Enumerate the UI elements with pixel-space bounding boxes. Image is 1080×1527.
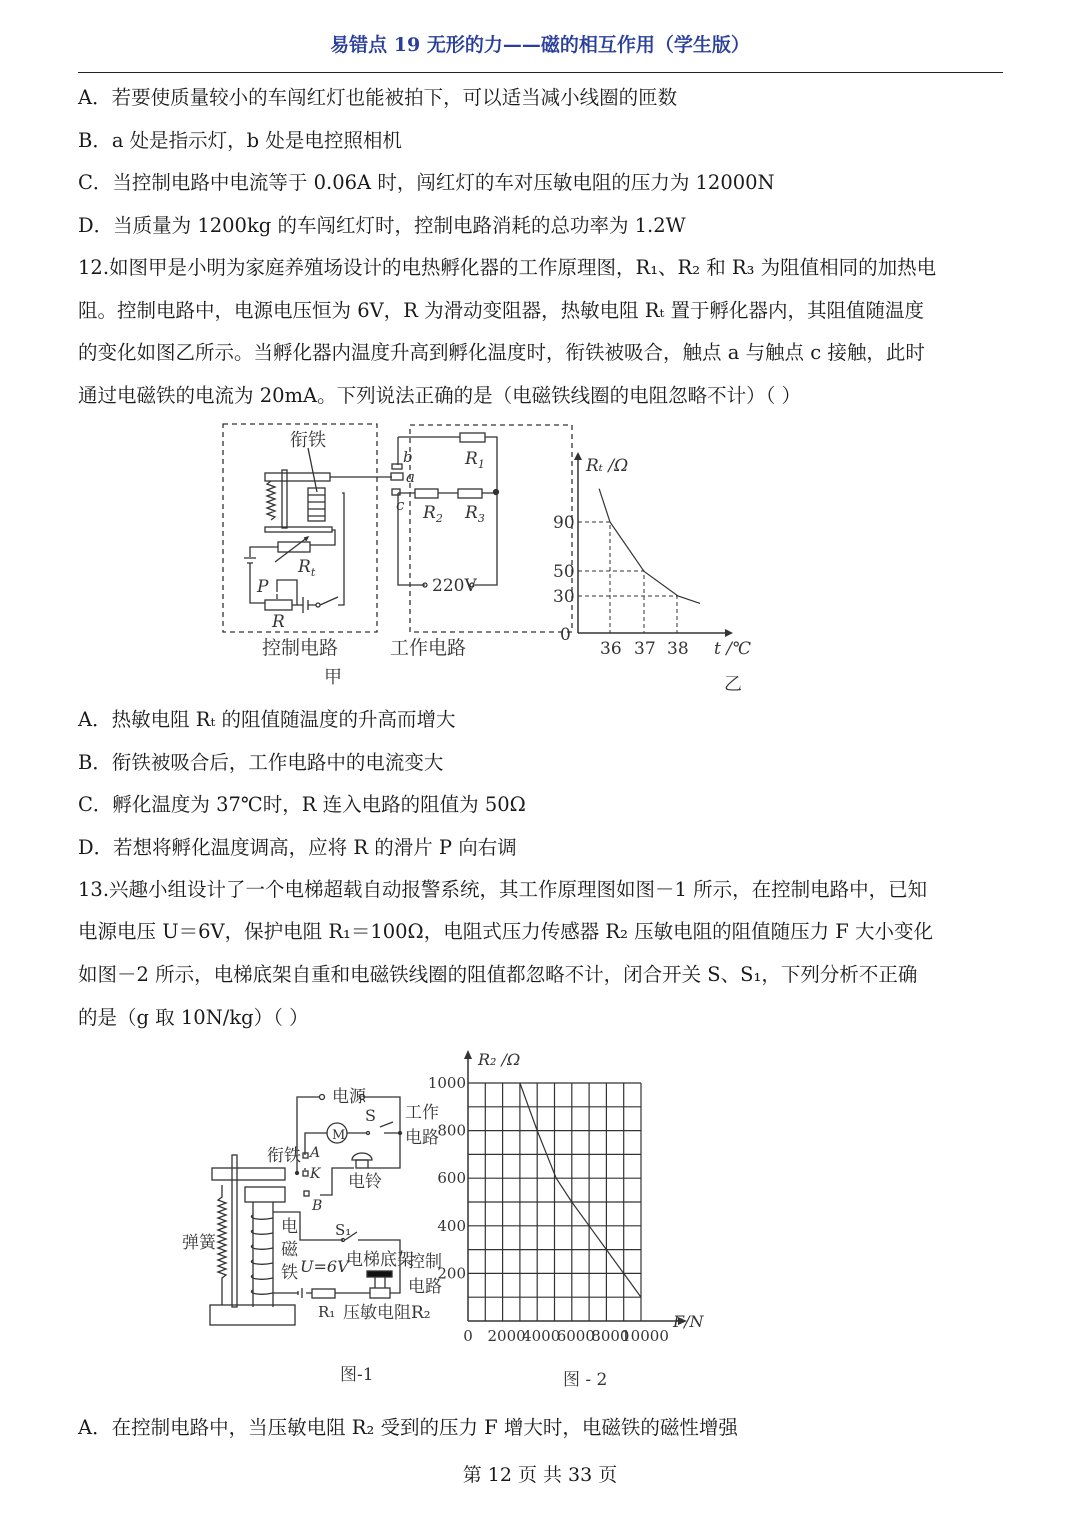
rt-label: $R_t$ (298, 557, 316, 579)
q12-text-line: 通过电磁铁的电流为 20mA。下列说法正确的是（电磁铁线圈的电阻忽略不计）（ ） (78, 384, 802, 407)
motor-label: M (332, 1128, 346, 1143)
figure2-curve (520, 1083, 641, 1297)
q13-text-line: 13.兴趣小组设计了一个电梯超载自动报警系统，其工作原理图如图－1 所示，在控制电路中，已知 (78, 878, 928, 901)
contact-b-label: B (312, 1198, 323, 1214)
power-label: 电源 (332, 1087, 366, 1107)
caption-yi: 乙 (724, 674, 742, 695)
fig2-ytick: 200 (437, 1264, 466, 1283)
rheostat-r (265, 600, 292, 610)
q13-text-line: 电源电压 U＝6V，保护电阻 R₁＝100Ω，电阻式压力传感器 R₂ 压敏电阻的阻值随压力 F 大小变化 (78, 920, 934, 943)
control-label-2: 电路 (408, 1277, 442, 1297)
spring-icon (267, 481, 275, 520)
yi-ylabel: Rₜ /Ω (586, 456, 629, 476)
fig2-xtick: 0 (463, 1327, 473, 1345)
q13-text-line: 如图－2 所示，电梯底架自重和电磁铁线圈的阻值都忽略不计，闭合开关 S、S₁，下列分析不正确 (78, 963, 918, 986)
q12-option-b: B．衔铁被吸合后，工作电路中的电流变大 (78, 751, 444, 774)
fig2-xtick: 4000 (522, 1327, 561, 1345)
r1-label: R₁ (318, 1303, 336, 1321)
switch-s-label: S (365, 1106, 376, 1125)
bell-icon (352, 1153, 372, 1160)
figure2-grid (468, 1083, 641, 1321)
q12-text-line: 阻。控制电路中，电源电压恒为 6V，R 为滑动变阻器，热敏电阻 Rₜ 置于孵化器内，其阻值随温度 (78, 299, 924, 322)
elevator-platform (367, 1271, 392, 1277)
rheostat-label: R (272, 612, 285, 632)
fig2-ytick: 1000 (427, 1074, 466, 1092)
resistor-r3 (458, 489, 482, 498)
voltage-label: 220V (432, 576, 477, 596)
fig2-ytick: 400 (437, 1216, 466, 1235)
work-circuit-label: 工作电路 (390, 637, 467, 659)
yi-origin: 0 (560, 625, 571, 645)
fig2-ylabel: R₂ /Ω (478, 1050, 521, 1069)
pressure-resistor-r2 (370, 1288, 390, 1298)
q11-option-c: C．当控制电路中电流等于 0.06A 时，闯红灯的车对压敏电阻的压力为 12000N (78, 171, 775, 194)
control-circuit-label: 控制电路 (262, 637, 339, 659)
resistor-r2 (415, 489, 438, 498)
figure-jia-yi (220, 420, 860, 700)
yi-ytick: 50 (553, 562, 575, 582)
fig2-ytick: 800 (437, 1121, 466, 1140)
r2-label: 压敏电阻R₂ (343, 1303, 431, 1323)
q12-option-a: A．热敏电阻 Rₜ 的阻值随温度的升高而增大 (78, 708, 456, 731)
r1-label: $R_1$ (465, 449, 485, 471)
work-label-1: 工作 (405, 1103, 439, 1123)
control-label-1: 控制 (408, 1252, 442, 1272)
q12-text-line: 12.如图甲是小明为家庭养殖场设计的电热孵化器的工作原理图，R₁、R₂ 和 R₃ 为阻值相同的加热电 (78, 256, 937, 279)
yi-xtick: 36 (600, 639, 622, 659)
caption-jia: 甲 (324, 667, 342, 688)
q11-option-b: B．a 处是指示灯，b 处是电控照相机 (78, 129, 402, 152)
bell-label: 电铃 (348, 1172, 382, 1192)
yi-ytick: 30 (553, 587, 575, 607)
resistor-r1 (460, 433, 485, 442)
elevator-label: 电梯底架 (346, 1250, 414, 1270)
yi-xtick: 37 (634, 639, 656, 659)
caption-figure-2: 图 - 2 (563, 1370, 608, 1390)
contact-b-label: b (403, 448, 413, 466)
coil-icon (251, 1215, 273, 1294)
header-divider (78, 72, 1003, 73)
yi-curve (599, 489, 700, 604)
fig2-xtick: 2000 (487, 1327, 526, 1345)
fig2-xlabel: F/N (673, 1312, 704, 1331)
resistor-r1 (312, 1289, 335, 1298)
contact-c-label: c (396, 496, 405, 514)
fig2-xtick: 8000 (591, 1327, 630, 1345)
electromagnet-label: 电 (281, 1217, 298, 1237)
contact-k-label: K (310, 1166, 321, 1182)
page-footer: 第 12 页 共 33 页 (462, 1464, 618, 1486)
caption-figure-1: 图-1 (340, 1365, 374, 1385)
yi-ytick: 90 (553, 513, 575, 533)
armature-bar (212, 1168, 285, 1180)
contact-a-label: a (406, 468, 415, 486)
yi-axes (578, 460, 725, 633)
work-circuit-box (410, 425, 572, 632)
q13-option-a: A．在控制电路中，当压敏电阻 R₂ 受到的压力 F 增大时，电磁铁的磁性增强 (78, 1416, 738, 1439)
figure-1-2 (180, 1045, 900, 1395)
electromagnet-label: 铁 (281, 1263, 298, 1283)
q11-option-d: D．当质量为 1200kg 的车闯红灯时，控制电路消耗的总功率为 1.2W (78, 214, 686, 237)
spring-icon (218, 1185, 226, 1305)
fig2-xtick: 10000 (621, 1327, 669, 1345)
yi-xlabel: t /℃ (714, 639, 751, 659)
q12-option-d: D．若想将孵化温度调高，应将 R 的滑片 P 向右调 (78, 836, 517, 859)
control-circuit-box (223, 424, 377, 632)
q13-text-line: 的是（g 取 10N/kg）（ ） (78, 1006, 309, 1029)
page-title: 易错点 19 无形的力——磁的相互作用（学生版） (330, 34, 750, 56)
r3-label: $R_3$ (465, 503, 485, 525)
label-armature: 衔铁 (290, 430, 326, 451)
work-label-2: 电路 (405, 1128, 439, 1148)
q12-text-line: 的变化如图乙所示。当孵化器内温度升高到孵化温度时，衔铁被吸合，触点 a 与触点 c 接触，此时 (78, 341, 925, 364)
slider-p-label: P (257, 577, 269, 597)
spring-label: 弹簧 (182, 1233, 216, 1253)
voltage-label: U=6V (300, 1257, 349, 1276)
q11-option-a: A．若要使质量较小的车闯红灯也能被拍下，可以适当减小线圈的匝数 (78, 86, 678, 109)
fig2-ytick: 600 (437, 1169, 466, 1188)
electromagnet-label: 磁 (281, 1240, 298, 1260)
yi-xtick: 38 (667, 639, 689, 659)
armature-label: 衔铁 (267, 1146, 301, 1166)
armature (265, 473, 330, 481)
contact-a-label: A (310, 1145, 321, 1161)
fig2-xtick: 6000 (556, 1327, 595, 1345)
r2-label: $R_2$ (423, 503, 443, 525)
q12-option-c: C．孵化温度为 37℃时，R 连入电路的阻值为 50Ω (78, 793, 526, 816)
switch-s1-label: S₁ (335, 1221, 352, 1239)
